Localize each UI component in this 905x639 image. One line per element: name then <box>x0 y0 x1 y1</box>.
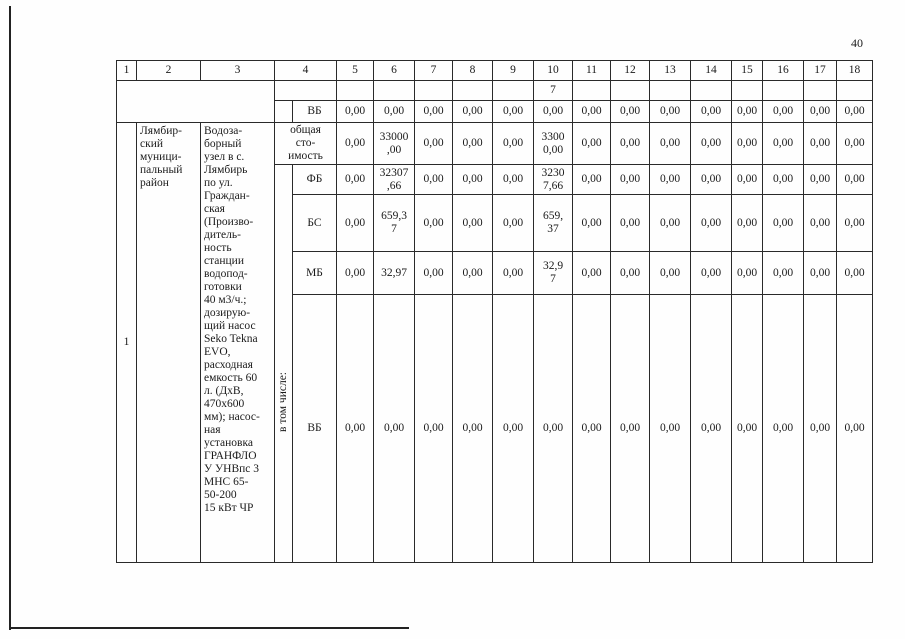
value-line: ,00 <box>386 143 402 156</box>
scan-edge-bottom <box>9 627 409 629</box>
header-cell-12: 12 <box>611 61 650 81</box>
continuation-value-cell <box>415 81 453 101</box>
object-description-line: Seko Tekna <box>204 333 258 345</box>
item-number: 1 <box>117 123 137 563</box>
value-cell: 0,00 <box>415 195 453 252</box>
value-cell: 0,00 <box>453 165 493 195</box>
value-cell <box>374 165 415 195</box>
value-line: 7 <box>391 223 397 235</box>
value-cell: 0,00 <box>732 252 763 295</box>
value-cell <box>534 165 573 195</box>
value-line: 7,66 <box>542 179 564 192</box>
value-cell: 0,00 <box>493 165 534 195</box>
funding-label-line: сто- <box>295 137 316 149</box>
continuation-value-cell <box>337 81 374 101</box>
value-cell: 0,00 <box>453 101 493 123</box>
scan-edge-left <box>9 6 11 630</box>
continuation-blank-cell <box>275 101 293 123</box>
value-cell: 0,00 <box>611 252 650 295</box>
object-description-line: дитель- <box>204 229 241 241</box>
value-cell: 0,00 <box>650 252 691 295</box>
value-cell: 0,00 <box>691 295 732 563</box>
value-cell: 0,00 <box>415 252 453 295</box>
value-cell: 0,00 <box>493 295 534 563</box>
header-cell-17: 17 <box>804 61 837 81</box>
continuation-value-cell <box>611 81 650 101</box>
value-cell: 0,00 <box>763 165 804 195</box>
value-cell: 0,00 <box>763 101 804 123</box>
value-line: 3300 <box>541 130 565 143</box>
object-description-line: Граждан- <box>204 190 250 202</box>
value-cell: 0,00 <box>804 252 837 295</box>
header-cell-10: 10 <box>534 61 573 81</box>
object-description-line: водопод- <box>204 268 248 280</box>
value-line: 32,9 <box>542 260 564 272</box>
value-cell: 0,00 <box>415 101 453 123</box>
funding-label-line: имость <box>288 150 323 162</box>
value-line: ,66 <box>386 179 402 192</box>
funding-label <box>275 123 337 165</box>
value-cell: 0,00 <box>837 295 873 563</box>
value-cell <box>534 195 573 252</box>
value-cell: 0,00 <box>650 165 691 195</box>
value-cell: 0,00 <box>804 165 837 195</box>
value-cell: 0,00 <box>493 123 534 165</box>
value-line: 7 <box>550 273 556 285</box>
continuation-value-cell <box>573 81 611 101</box>
header-cell-1: 1 <box>117 61 137 81</box>
object-description-line: узел в с. <box>204 151 245 163</box>
value-cell: 0,00 <box>650 123 691 165</box>
value-line: 32,97 <box>381 266 407 279</box>
value-cell: 0,00 <box>691 165 732 195</box>
value-cell: 0,00 <box>453 123 493 165</box>
header-cell-7: 7 <box>415 61 453 81</box>
value-cell: 0,00 <box>732 123 763 165</box>
value-cell: 0,00 <box>691 195 732 252</box>
value-cell: 0,00 <box>804 295 837 563</box>
value-cell: 0,00 <box>493 252 534 295</box>
value-cell: 0,00 <box>763 295 804 563</box>
value-cell: 0,00 <box>732 165 763 195</box>
header-cell-6: 6 <box>374 61 415 81</box>
object-description-line: щий насос <box>204 320 256 332</box>
funding-label: ФБ <box>293 165 337 195</box>
object-description-line: 15 кВт ЧР <box>204 502 254 514</box>
value-cell: 0,00 <box>691 123 732 165</box>
object-description-line: ная <box>204 424 221 436</box>
value-cell: 0,00 <box>691 252 732 295</box>
header-cell-13: 13 <box>650 61 691 81</box>
value-cell: 0,00 <box>453 195 493 252</box>
including-label-text: в том числе: <box>277 371 289 432</box>
value-cell <box>534 252 573 295</box>
continuation-value-cell <box>374 81 415 101</box>
object-description-line: 50-200 <box>204 489 237 501</box>
header-cell-3: 3 <box>201 61 275 81</box>
object-description-line: расходная <box>204 359 253 371</box>
value-line: 0,00 <box>383 422 405 434</box>
object-description-line: (Произво- <box>204 216 254 228</box>
header-cell-14: 14 <box>691 61 732 81</box>
value-cell: 0,00 <box>763 123 804 165</box>
value-cell: 0,00 <box>453 252 493 295</box>
district-name: Лямбир-ский муници-пальный район <box>137 123 201 563</box>
budget-table <box>116 60 873 563</box>
object-description-line: установка <box>204 437 253 449</box>
value-cell: 0,00 <box>374 101 415 123</box>
value-cell: 0,00 <box>837 101 873 123</box>
value-cell: 0,00 <box>573 165 611 195</box>
continuation-value-cell <box>732 81 763 101</box>
value-cell: 0,00 <box>837 252 873 295</box>
value-cell: 0,00 <box>611 295 650 563</box>
continuation-value-cell <box>650 81 691 101</box>
value-cell: 0,00 <box>337 295 374 563</box>
value-cell: 0,00 <box>763 195 804 252</box>
funding-label: МБ <box>293 252 337 295</box>
continuation-value-cell <box>493 81 534 101</box>
value-cell: 0,00 <box>650 101 691 123</box>
value-cell: 0,00 <box>611 101 650 123</box>
object-description-line: ность <box>204 242 232 254</box>
value-cell: 0,00 <box>837 195 873 252</box>
object-description-line: ГРАНФЛО <box>204 450 257 462</box>
object-description-line: У УНВпс 3 <box>204 463 260 475</box>
continuation-value-cell <box>837 81 873 101</box>
funding-label-line: общая <box>290 124 321 136</box>
value-cell: 0,00 <box>415 165 453 195</box>
continuation-value-cell <box>691 81 732 101</box>
value-line: 32307 <box>379 166 409 179</box>
continuation-left-cell <box>117 81 275 123</box>
object-description-line: ская <box>204 203 225 215</box>
value-cell <box>374 295 415 563</box>
item-row <box>117 123 873 165</box>
value-cell: 0,00 <box>337 101 374 123</box>
continuation-value-cell: 7 <box>534 81 573 101</box>
value-cell: 0,00 <box>415 295 453 563</box>
object-description-line: Водоза- <box>204 125 243 137</box>
value-cell: 0,00 <box>732 101 763 123</box>
value-line: 659,3 <box>381 210 407 222</box>
value-cell: 0,00 <box>453 295 493 563</box>
value-cell: 0,00 <box>732 295 763 563</box>
value-cell <box>374 252 415 295</box>
value-cell: 0,00 <box>650 195 691 252</box>
object-description <box>201 123 275 563</box>
header-cell-5: 5 <box>337 61 374 81</box>
value-cell: 0,00 <box>493 101 534 123</box>
value-line: 0,00 <box>542 422 564 434</box>
header-cell-2: 2 <box>137 61 201 81</box>
value-cell: 0,00 <box>415 123 453 165</box>
funding-label: ВБ <box>293 295 337 563</box>
header-cell-15: 15 <box>732 61 763 81</box>
header-cell-8: 8 <box>453 61 493 81</box>
value-cell <box>534 123 573 165</box>
value-cell: 0,00 <box>732 195 763 252</box>
object-description-line: л. (ДхВ, <box>204 385 244 397</box>
value-line: 33000 <box>379 130 409 143</box>
object-description-line: емкость 60 <box>204 372 258 384</box>
value-cell: 0,00 <box>573 295 611 563</box>
continuation-value-cell <box>804 81 837 101</box>
value-cell: 0,00 <box>573 101 611 123</box>
funding-label: ВБ <box>293 101 337 123</box>
header-cell-16: 16 <box>763 61 804 81</box>
value-line: 37 <box>547 223 559 235</box>
funding-label: БС <box>293 195 337 252</box>
value-cell: 0,00 <box>534 101 573 123</box>
value-cell: 0,00 <box>573 123 611 165</box>
header-cell-9: 9 <box>493 61 534 81</box>
object-description-line: станции <box>204 255 244 267</box>
value-cell: 0,00 <box>337 252 374 295</box>
object-description-line: мм); насос- <box>204 411 260 423</box>
value-cell: 0,00 <box>337 165 374 195</box>
value-cell: 0,00 <box>337 123 374 165</box>
table-body <box>117 61 873 563</box>
header-cell-11: 11 <box>573 61 611 81</box>
object-description-line: готовки <box>204 281 242 293</box>
value-cell <box>374 123 415 165</box>
value-cell: 0,00 <box>493 195 534 252</box>
value-cell: 0,00 <box>573 252 611 295</box>
object-description-line: EVO, <box>204 346 231 358</box>
continuation-value-cell <box>453 81 493 101</box>
value-line: 0,00 <box>542 143 564 156</box>
object-description-line: по ул. <box>204 177 233 189</box>
continuation-row <box>117 81 873 101</box>
object-description-line: 470х600 <box>204 398 245 410</box>
including-label <box>275 165 293 563</box>
page-number: 40 <box>851 36 863 50</box>
header-cell-18: 18 <box>837 61 873 81</box>
value-cell <box>374 195 415 252</box>
value-cell: 0,00 <box>804 101 837 123</box>
object-description-line: Лямбирь <box>204 164 248 176</box>
value-line: 659, <box>542 210 564 222</box>
continuation-col4-cell <box>275 81 337 101</box>
value-line: 3230 <box>541 166 565 179</box>
value-cell: 0,00 <box>763 252 804 295</box>
value-cell: 0,00 <box>611 195 650 252</box>
value-cell: 0,00 <box>837 165 873 195</box>
object-description-line: МНС 65- <box>204 476 249 488</box>
value-cell: 0,00 <box>804 123 837 165</box>
value-cell: 0,00 <box>611 123 650 165</box>
object-description-line: дозирую- <box>204 307 251 319</box>
continuation-value-cell <box>763 81 804 101</box>
value-cell: 0,00 <box>650 295 691 563</box>
header-row <box>117 61 873 81</box>
value-cell: 0,00 <box>837 123 873 165</box>
object-description-line: 40 м3/ч.; <box>204 294 247 306</box>
value-cell: 0,00 <box>804 195 837 252</box>
header-cell-4: 4 <box>275 61 337 81</box>
value-cell: 0,00 <box>691 101 732 123</box>
value-cell: 0,00 <box>611 165 650 195</box>
value-cell: 0,00 <box>337 195 374 252</box>
value-cell <box>534 295 573 563</box>
object-description-line: борный <box>204 138 242 150</box>
value-cell: 0,00 <box>573 195 611 252</box>
